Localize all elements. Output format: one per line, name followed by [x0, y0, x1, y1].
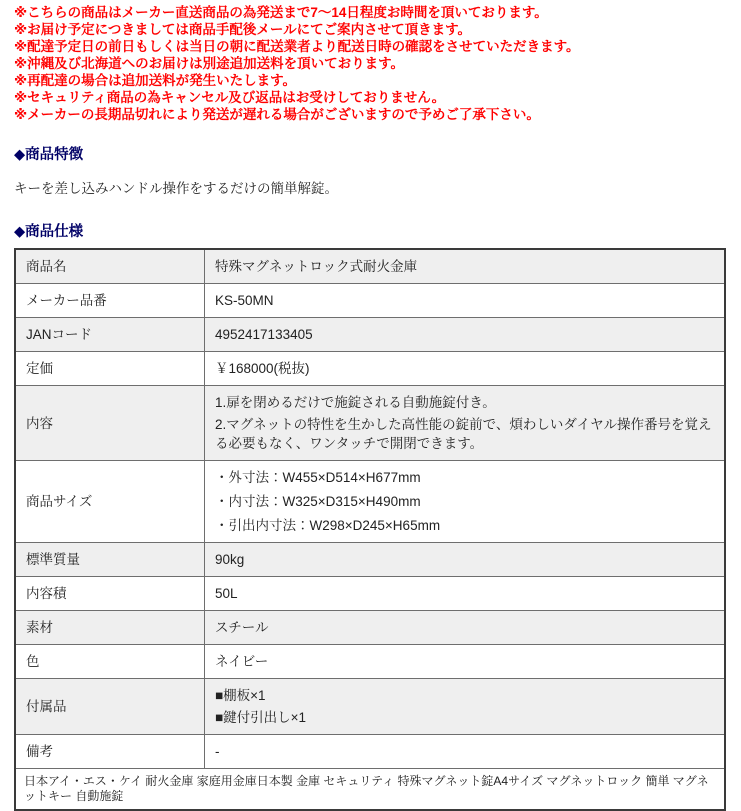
spec-value-line: ・引出内寸法：W298×D245×H65mm: [215, 518, 441, 533]
spec-value-line: スチール: [215, 620, 269, 635]
spec-value: [205, 645, 726, 679]
spec-value-line: 1.扉を閉めるだけで施錠される自動施錠付き。: [215, 395, 496, 410]
spec-value-line: ネイビー: [215, 654, 269, 669]
spec-label: 付属品: [15, 679, 205, 735]
spec-value-line: -: [215, 744, 220, 759]
spec-label: 商品サイズ: [15, 461, 205, 543]
keywords-text: 日本アイ・エス・ケイ 耐火金庫 家庭用金庫日本製 金庫 セキュリティ 特殊マグネット錠A4サイズ マグネットロック 簡単 マグネットキー 自動施錠: [15, 769, 725, 811]
spec-label: 内容積: [15, 577, 205, 611]
shipping-notices: [14, 4, 726, 123]
spec-label: 内容: [15, 386, 205, 461]
features-body-text: キーを差し込みハンドル操作をするだけの簡単解錠。: [14, 181, 338, 196]
spec-label: 標準質量: [15, 543, 205, 577]
notice-line: ※沖縄及び北海道へのお届けは別途追加送料を頂いております。: [14, 56, 405, 71]
spec-label: 定価: [15, 352, 205, 386]
spec-label: 素材: [15, 611, 205, 645]
spec-value-line: 90kg: [215, 552, 245, 567]
spec-value-line: 2.マグネットの特性を生かした高性能の錠前で、煩わしいダイヤル操作番号を覚える必要もなく、ワンタッチで開閉できます。: [215, 417, 712, 451]
spec-value-line: ・外寸法：W455×D514×H677mm: [215, 470, 421, 485]
spec-value-line: ■棚板×1: [215, 688, 266, 703]
spec-value: [205, 386, 726, 461]
spec-row-jan-code: [15, 318, 725, 352]
spec-value-line: 特殊マグネットロック式耐火金庫: [215, 259, 418, 274]
spec-value: [205, 284, 726, 318]
notice-line: ※メーカーの長期品切れにより発送が遅れる場合がございますので予めご了承下さい。: [14, 107, 540, 122]
spec-label: 商品名: [15, 249, 205, 284]
spec-value: [205, 318, 726, 352]
spec-value: [205, 735, 726, 769]
spec-label: メーカー品番: [15, 284, 205, 318]
spec-value: [205, 352, 726, 386]
spec-row-capacity: [15, 577, 725, 611]
spec-label: 色: [15, 645, 205, 679]
spec-row-weight: [15, 543, 725, 577]
features-heading: ◆商品特徴: [14, 147, 84, 163]
spec-table: [14, 248, 726, 811]
notice-line: ※セキュリティ商品の為キャンセル及び返品はお受けしておりません。: [14, 90, 446, 105]
spec-value: [205, 249, 726, 284]
spec-row-model-number: [15, 284, 725, 318]
specs-heading: ◆商品仕様: [14, 224, 84, 240]
notice-line: ※お届け予定につきましては商品手配後メールにてご案内させて頂きます。: [14, 22, 472, 37]
spec-value: [205, 543, 726, 577]
spec-value-line: 4952417133405: [215, 327, 313, 342]
spec-value-line: KS-50MN: [215, 293, 274, 308]
spec-value-line: 50L: [215, 586, 238, 601]
spec-row-description: [15, 386, 725, 461]
spec-value-line: ・内寸法：W325×D315×H490mm: [215, 494, 421, 509]
notice-line: ※こちらの商品はメーカー直送商品の為発送まで7～14日程度お時間を頂いております。: [14, 5, 548, 20]
spec-table-body: [15, 249, 725, 810]
spec-value: [205, 577, 726, 611]
spec-value: [205, 461, 726, 543]
spec-label: 備考: [15, 735, 205, 769]
spec-value: [205, 679, 726, 735]
notice-line: ※配達予定日の前日もしくは当日の朝に配送業者より配送日時の確認をさせていただきます。: [14, 39, 580, 54]
notice-line: ※再配達の場合は追加送料が発生いたします。: [14, 73, 297, 88]
spec-value: [205, 611, 726, 645]
spec-row-remarks: [15, 735, 725, 769]
spec-row-product-name: [15, 249, 725, 284]
spec-row-size: [15, 461, 725, 543]
spec-label: JANコード: [15, 318, 205, 352]
spec-value-line: ￥168000(税抜): [215, 361, 310, 376]
spec-row-material: [15, 611, 725, 645]
spec-row-keywords: [15, 769, 725, 811]
spec-row-list-price: [15, 352, 725, 386]
spec-row-accessories: [15, 679, 725, 735]
spec-value-line: ■鍵付引出し×1: [215, 710, 307, 725]
spec-row-color: [15, 645, 725, 679]
